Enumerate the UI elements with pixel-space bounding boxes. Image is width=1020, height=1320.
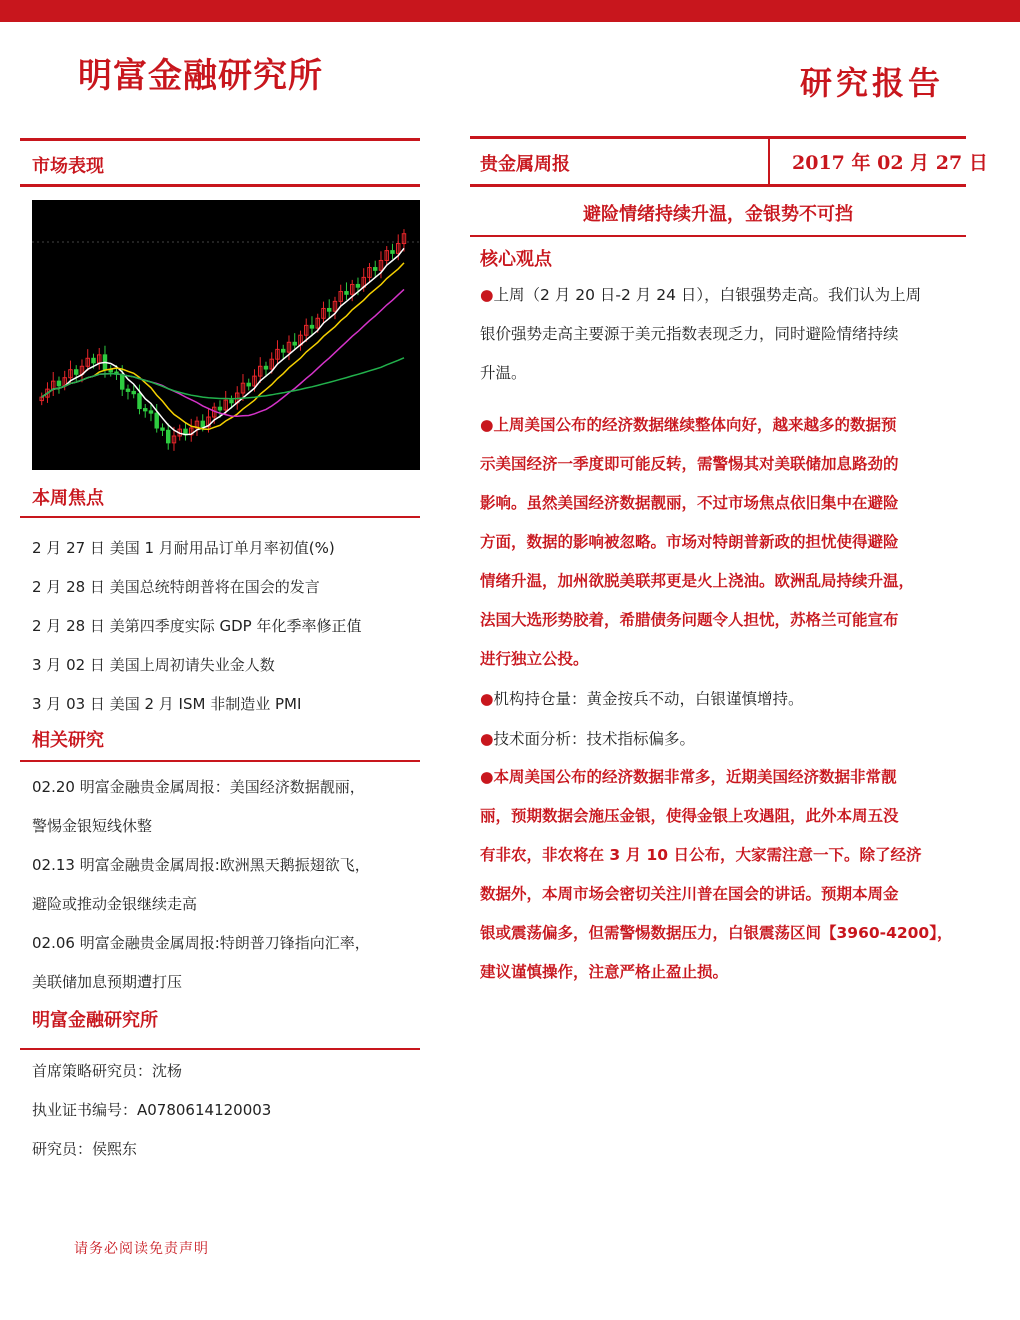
candle-body (155, 413, 158, 428)
candle-body (57, 381, 60, 386)
chart-canvas (32, 200, 420, 470)
paragraph-4: ●技术面分析：技术指标偏多。 (480, 730, 696, 748)
paragraph-1: ●上周（2 月 20 日-2 月 24 日），白银强势走高。我们认为上周 银价强势走高主要源于美元指数表现乏力，同时避险情绪持续 升温。 (480, 286, 922, 382)
candle-body (144, 409, 147, 411)
company-logo: 明富金融研究所 (78, 56, 323, 96)
candle-body (247, 383, 250, 386)
candle-body (132, 391, 135, 393)
bullet-icon: ● (480, 416, 494, 434)
focus-item: 3 月 03 日 美国 2 月 ISM 非制造业 PMI (32, 695, 302, 713)
focus-section-title: 本周焦点 (32, 488, 104, 509)
candle-body (138, 394, 141, 409)
bullet-icon: ● (480, 730, 494, 748)
candle-body (75, 370, 78, 375)
institute-section-title: 明富金融研究所 (32, 1010, 158, 1031)
paragraph-3: ●机构持仓量：黄金按兵不动，白银谨慎增持。 (480, 690, 804, 708)
header-divider (768, 138, 770, 184)
candle-body (230, 400, 233, 403)
staff-item: 执业证书编号：A0780614120003 (32, 1101, 272, 1119)
focus-rule (20, 516, 420, 518)
focus-item: 2 月 28 日 美第四季度实际 GDP 年化季率修正值 (32, 617, 362, 635)
focus-list (32, 534, 417, 729)
ma60-line (42, 358, 404, 399)
candle-body (264, 366, 267, 369)
report-bottom-rule (470, 184, 966, 187)
report-date: 2017 年 02 月 27 日 (792, 152, 988, 174)
bullet-icon: ● (480, 768, 494, 786)
report-type-label: 研究报告 (800, 64, 945, 102)
paragraph-2: ●上周美国公布的经济数据继续整体向好，越来越多的数据预 示美国经济一季度即可能反转，需警惕其对美联储加息路劲的 影响。虽然美国经济数据靓丽，不过市场焦点依旧集中在避险 方面，数据的影响被忽略。市场对特朗普新政的担忧使得避险 情绪升温，加州欲脱美联邦更是火上浇油。欧洲乱局持续升温， 法国大选形势胶着，希腊债务问题令人担忧，苏格兰可能宣布 进行独立公投。 (480, 416, 915, 668)
paragraph-5: ●本周美国公布的经济数据非常多，近期美国经济数据非常靓 丽，预期数据会施压金银，使得金银上攻遇阻，此外本周五没 有非农，非农将在 3 月 10 日公布，大家需注意一下。除了经济 数据外，本周市场会密切关注川普在国会的讲话。预期本周金 银或震荡偏多，但需警惕数据压力，白银震荡区间【3960-4200】， 建议谨慎操作，注意严格止盈止损。 (480, 768, 953, 981)
report-top-rule (470, 136, 966, 139)
ma10-line (42, 263, 404, 430)
candle-body (218, 407, 221, 410)
price-candlestick-chart (32, 200, 420, 470)
market-bottom-rule (20, 184, 420, 187)
market-section-title: 市场表现 (32, 156, 104, 177)
candle-body (121, 374, 124, 389)
related-item[interactable]: 警惕金银短线休整 (32, 817, 153, 835)
market-top-rule (20, 138, 420, 141)
related-item[interactable]: 02.06 明富金融贵金属周报:特朗普刀锋指向汇率， (32, 934, 370, 952)
institute-rule (20, 1048, 420, 1050)
headline-rule (470, 235, 966, 237)
related-section-title: 相关研究 (32, 730, 104, 751)
candle-body (282, 349, 285, 352)
staff-list (32, 1052, 417, 1169)
top-red-bar (0, 0, 1020, 22)
candle-body (126, 389, 129, 391)
report-headline: 避险情绪持续升温，金银势不可挡 (583, 204, 853, 225)
report-name: 贵金属周报 (480, 154, 570, 175)
related-list (32, 768, 417, 1002)
bullet-icon: ● (480, 690, 494, 708)
related-item[interactable]: 避险或推动金银继续走高 (32, 895, 198, 913)
candle-body (92, 358, 95, 363)
ma20-line (42, 289, 404, 416)
candle-body (310, 325, 313, 328)
candle-body (328, 308, 331, 311)
candle-body (201, 421, 204, 427)
related-item[interactable]: 02.13 明富金融贵金属周报:欧洲黑天鹅振翅欲飞， (32, 856, 370, 874)
bullet-icon: ● (480, 286, 494, 304)
related-item[interactable]: 美联储加息预期遭打压 (32, 973, 183, 991)
staff-item: 首席策略研究员：沈杨 (32, 1062, 183, 1080)
candle-body (374, 268, 377, 271)
ma5-line (42, 248, 404, 434)
candle-body (356, 284, 359, 287)
core-view-title: 核心观点 (480, 249, 552, 270)
candle-body (167, 430, 170, 443)
candle-body (391, 251, 394, 254)
candle-body (149, 411, 152, 413)
focus-item: 2 月 28 日 美国总统特朗普将在国会的发言 (32, 578, 320, 596)
candle-body (345, 292, 348, 295)
focus-item: 3 月 02 日 美国上周初请失业金人数 (32, 656, 275, 674)
candle-body (161, 428, 164, 430)
focus-item: 2 月 27 日 美国 1 月耐用品订单月率初值(%) (32, 539, 335, 557)
disclaimer-link[interactable]: 请务必阅读免责声明 (74, 1241, 209, 1257)
candle-body (293, 342, 296, 345)
related-rule (20, 760, 420, 762)
related-item[interactable]: 02.20 明富金融贵金属周报：美国经济数据靓丽， (32, 778, 365, 796)
staff-item: 研究员：侯熙东 (32, 1140, 138, 1158)
